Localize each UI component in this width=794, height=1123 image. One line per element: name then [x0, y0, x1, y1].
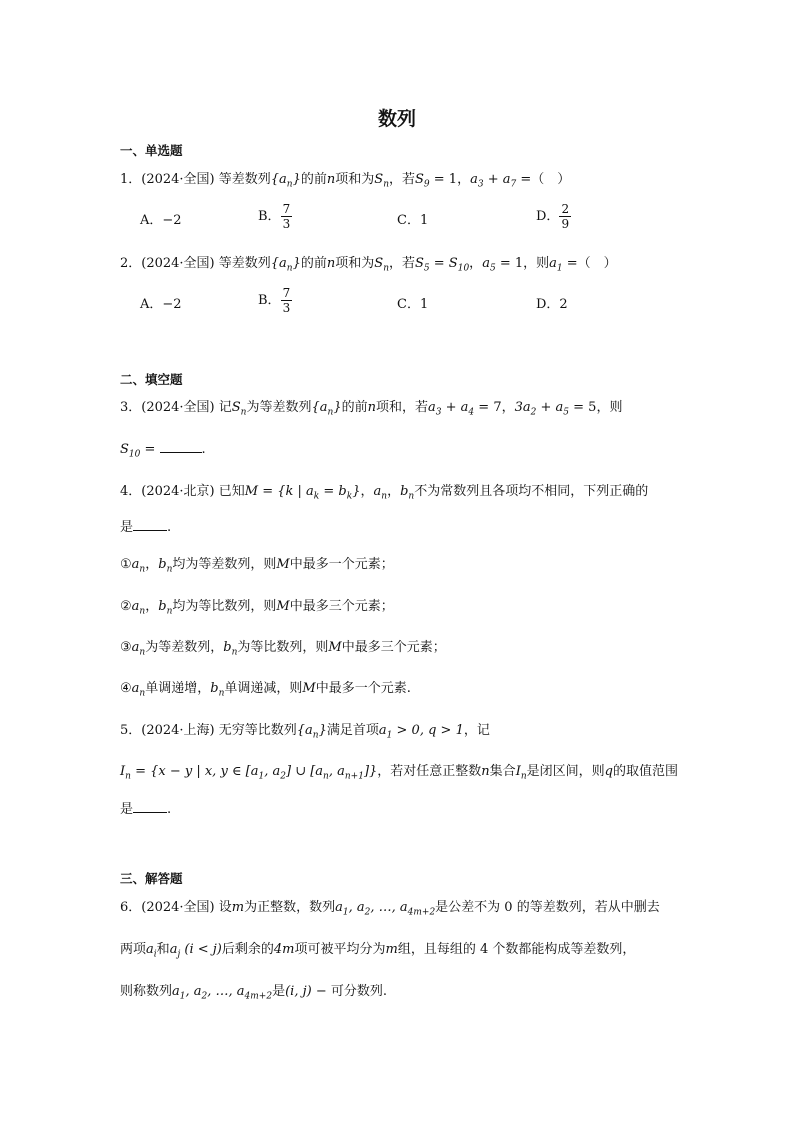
question-6-line-2: 两项$a_i$和$a_j$ (i < j)后剩余的4m项可被平均分为m组，且每组的 4 个数都能构成等差数列， — [120, 942, 636, 960]
q4-statement-3: $③a_n$为等差数列，$b_n$为等比数列，则M中最多三个元素； — [120, 640, 446, 658]
q2-option-c[interactable]: C．1 — [397, 297, 429, 312]
question-2: 2．(2024·全国) 等差数列$\{a_n\}$的前n项和为$S_n$，若$S_5 = S_{10}$，$a_5 = 1$，则$a_1$ =（ ） — [120, 256, 617, 274]
question-6: 6．(2024·全国) 设m为正整数，数列$a_1$, $a_2$, …, $a_{4m+2}$是公差不为 0 的等差数列，若从中删去 — [120, 900, 660, 918]
section-heading-single-choice: 一、单选题 — [120, 143, 183, 158]
question-5-answer-line: 是 . — [120, 802, 172, 817]
question-4-answer-line: 是 . — [120, 520, 172, 535]
page-title: 数列 — [377, 108, 416, 130]
q1-prefix: 1．(2024·全国) 等差数列 — [120, 172, 271, 187]
question-1: 1．(2024·全国) 等差数列$\{a_n\}$的前n项和为$S_n$，若$S_9 = 1$，$a_3 + a_7$ =（ ） — [120, 172, 571, 190]
question-3-answer-line: $S_{10}$ = . — [120, 442, 206, 460]
question-5-line-2: $I_n = \{x - y$ | x, y ∈ [$a_1$, $a_2$] ∪ [$a_n$, $a_{n+1}$]}，若对任意正整数n集合$I_n$是闭区间，则q的取值范围 — [120, 764, 678, 782]
q2-option-d[interactable]: D．2 — [536, 297, 568, 312]
question-3: 3．(2024·全国) 记$S_n$为等差数列$\{a_n\}$的前n项和，若$a_3 + a_4 = 7$，$3a_2 + a_5 = 5$，则 — [120, 400, 623, 418]
question-5: 5．(2024·上海) 无穷等比数列$\{a_n\}$满足首项$a_1 > 0$, q > 1，记 — [120, 723, 490, 741]
q1-option-c[interactable]: C．1 — [397, 213, 429, 228]
q4-statement-2: $②a_n$，$b_n$均为等比数列，则M中最多三个元素； — [120, 599, 394, 617]
q1-option-b[interactable]: B． $\frac{7}{3}$ — [258, 202, 291, 231]
question-4: 4．(2024·北京) 已知M = {k | $a_k = b_k$}，$a_n$，$b_n$不为常数列且各项均不相同，下列正确的 — [120, 484, 649, 502]
question-6-line-3: 则称数列$a_1$, $a_2$, …, $a_{4m+2}$是(i, j) − 可分数列. — [120, 984, 387, 1002]
q1-option-d[interactable]: D． $\frac{2}{9}$ — [536, 202, 570, 231]
q2-option-a[interactable]: A．−2 — [140, 297, 182, 312]
q2-option-b[interactable]: B． $\frac{7}{3}$ — [258, 286, 291, 315]
q1-option-a[interactable]: A．−2 — [140, 213, 182, 228]
q4-statement-4: $④a_n$单调递增，$b_n$单调递减，则M中最多一个元素. — [120, 681, 411, 699]
answer-blank[interactable] — [133, 811, 167, 813]
section-heading-solution: 三、解答题 — [120, 871, 183, 886]
section-heading-fill-blank: 二、填空题 — [120, 372, 183, 387]
q1-seq: $\{a_n\}$ — [270, 172, 301, 190]
q4-statement-1: $①a_n$，$b_n$均为等差数列，则M中最多一个元素； — [120, 557, 394, 575]
answer-blank[interactable] — [133, 529, 167, 531]
answer-blank[interactable] — [160, 451, 202, 453]
